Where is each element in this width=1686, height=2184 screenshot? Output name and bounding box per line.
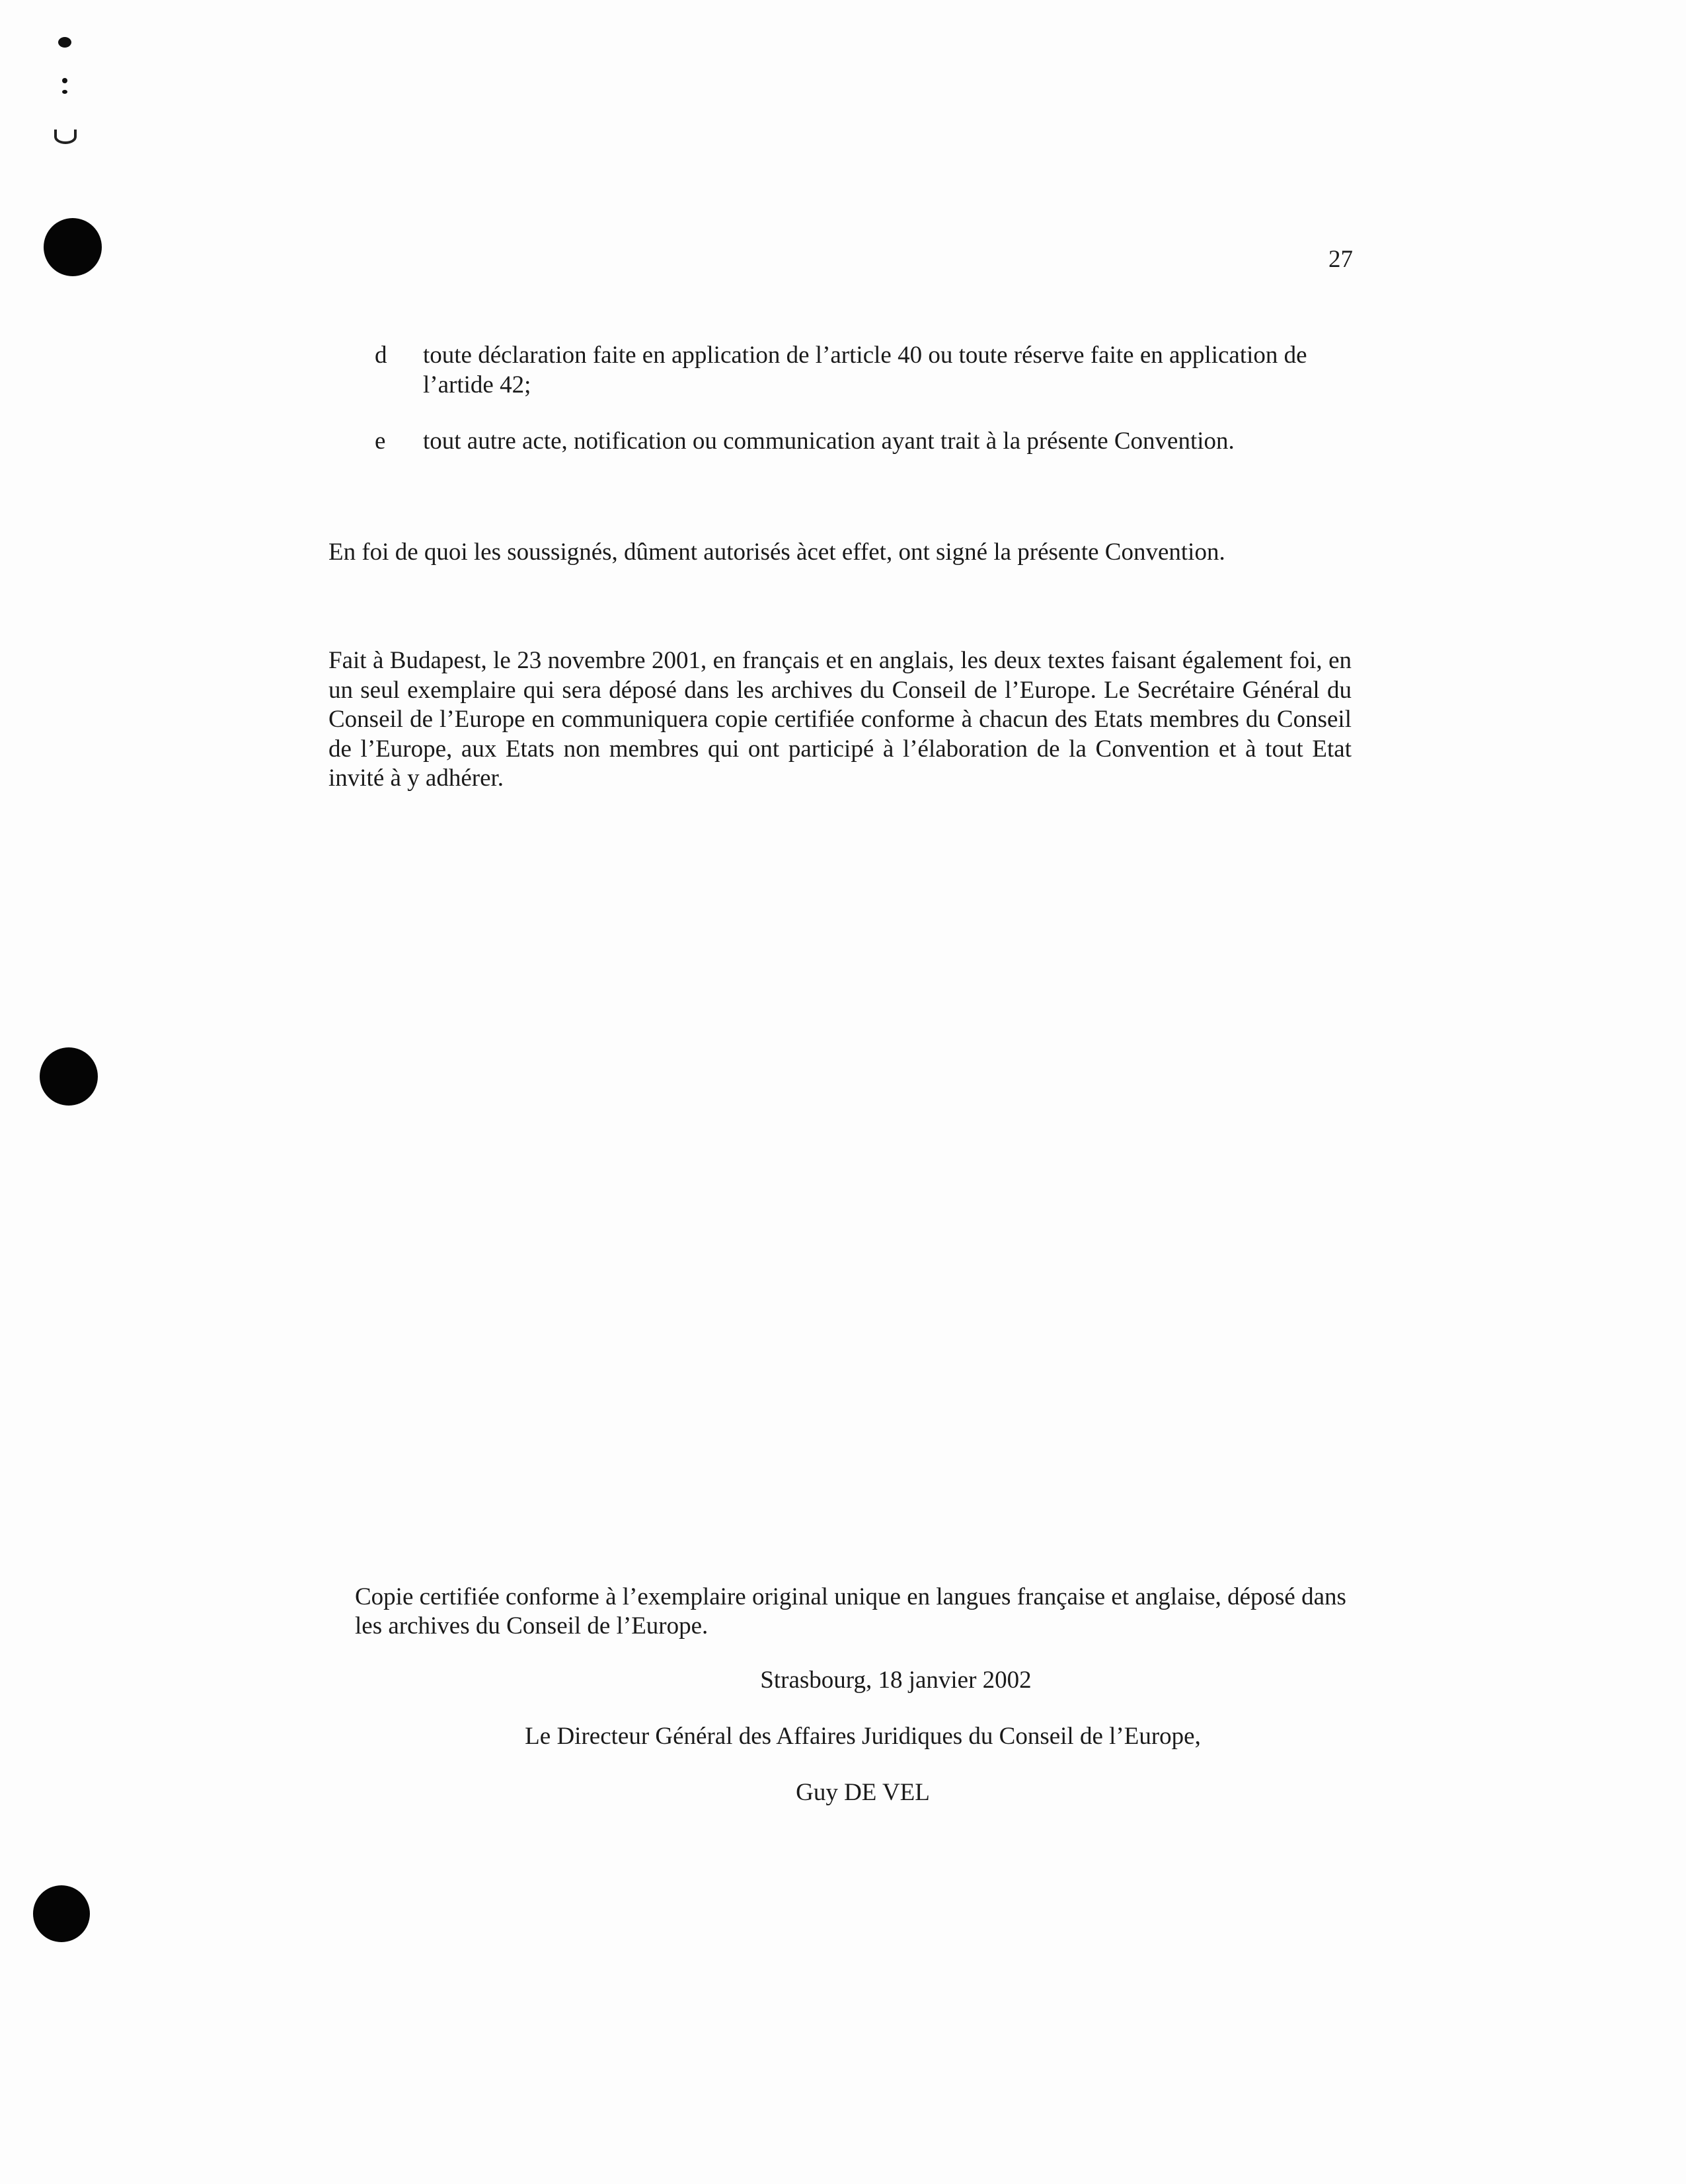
scan-speck [62,78,67,83]
punch-hole [40,1047,98,1106]
list-item-letter: e [375,428,386,455]
signatory-name: Guy DE VEL [796,1779,930,1806]
signature-clause: En foi de quoi les soussignés, dûment autorisés àcet effet, ont signé la présente Convention. [328,539,1225,566]
signatory-title: Le Directeur Général des Affaires Juridiques du Conseil de l’Europe, [525,1723,1201,1750]
scan-speck [54,130,77,144]
punch-hole [33,1885,90,1942]
list-item-letter: d [375,342,387,369]
punch-hole [44,218,102,276]
list-item-text: toute déclaration faite en application de l’article 40 ou toute réserve faite en application de l’artide 42; [423,342,1307,398]
certification-text: Copie certifiée conforme à l’exemplaire original unique en langues française et anglaise, déposé dans les archives du Conseil de l’Europe. [355,1583,1346,1639]
page-number: 27 [1328,246,1353,273]
scan-speck [58,37,71,48]
place-date: Strasbourg, 18 janvier 2002 [760,1667,1032,1694]
done-at-paragraph: Fait à Budapest, le 23 novembre 2001, en français et en anglais, les deux textes faisant également foi, en un seul exemplaire qui sera déposé dans les archives du Conseil de l’Europe. Le Secrétaire Général du Conseil de l’Europe en communiquera copie certifiée conforme à chacun des Etats membres du Conseil de l’Europe, aux Etats non membres qui ont participé à l’élaboration de la Convention et à tout Etat invité à y adhérer. [328,647,1352,792]
list-item-text: tout autre acte, notification ou communication ayant trait à la présente Convention. [423,428,1235,455]
scan-speck [62,90,67,94]
